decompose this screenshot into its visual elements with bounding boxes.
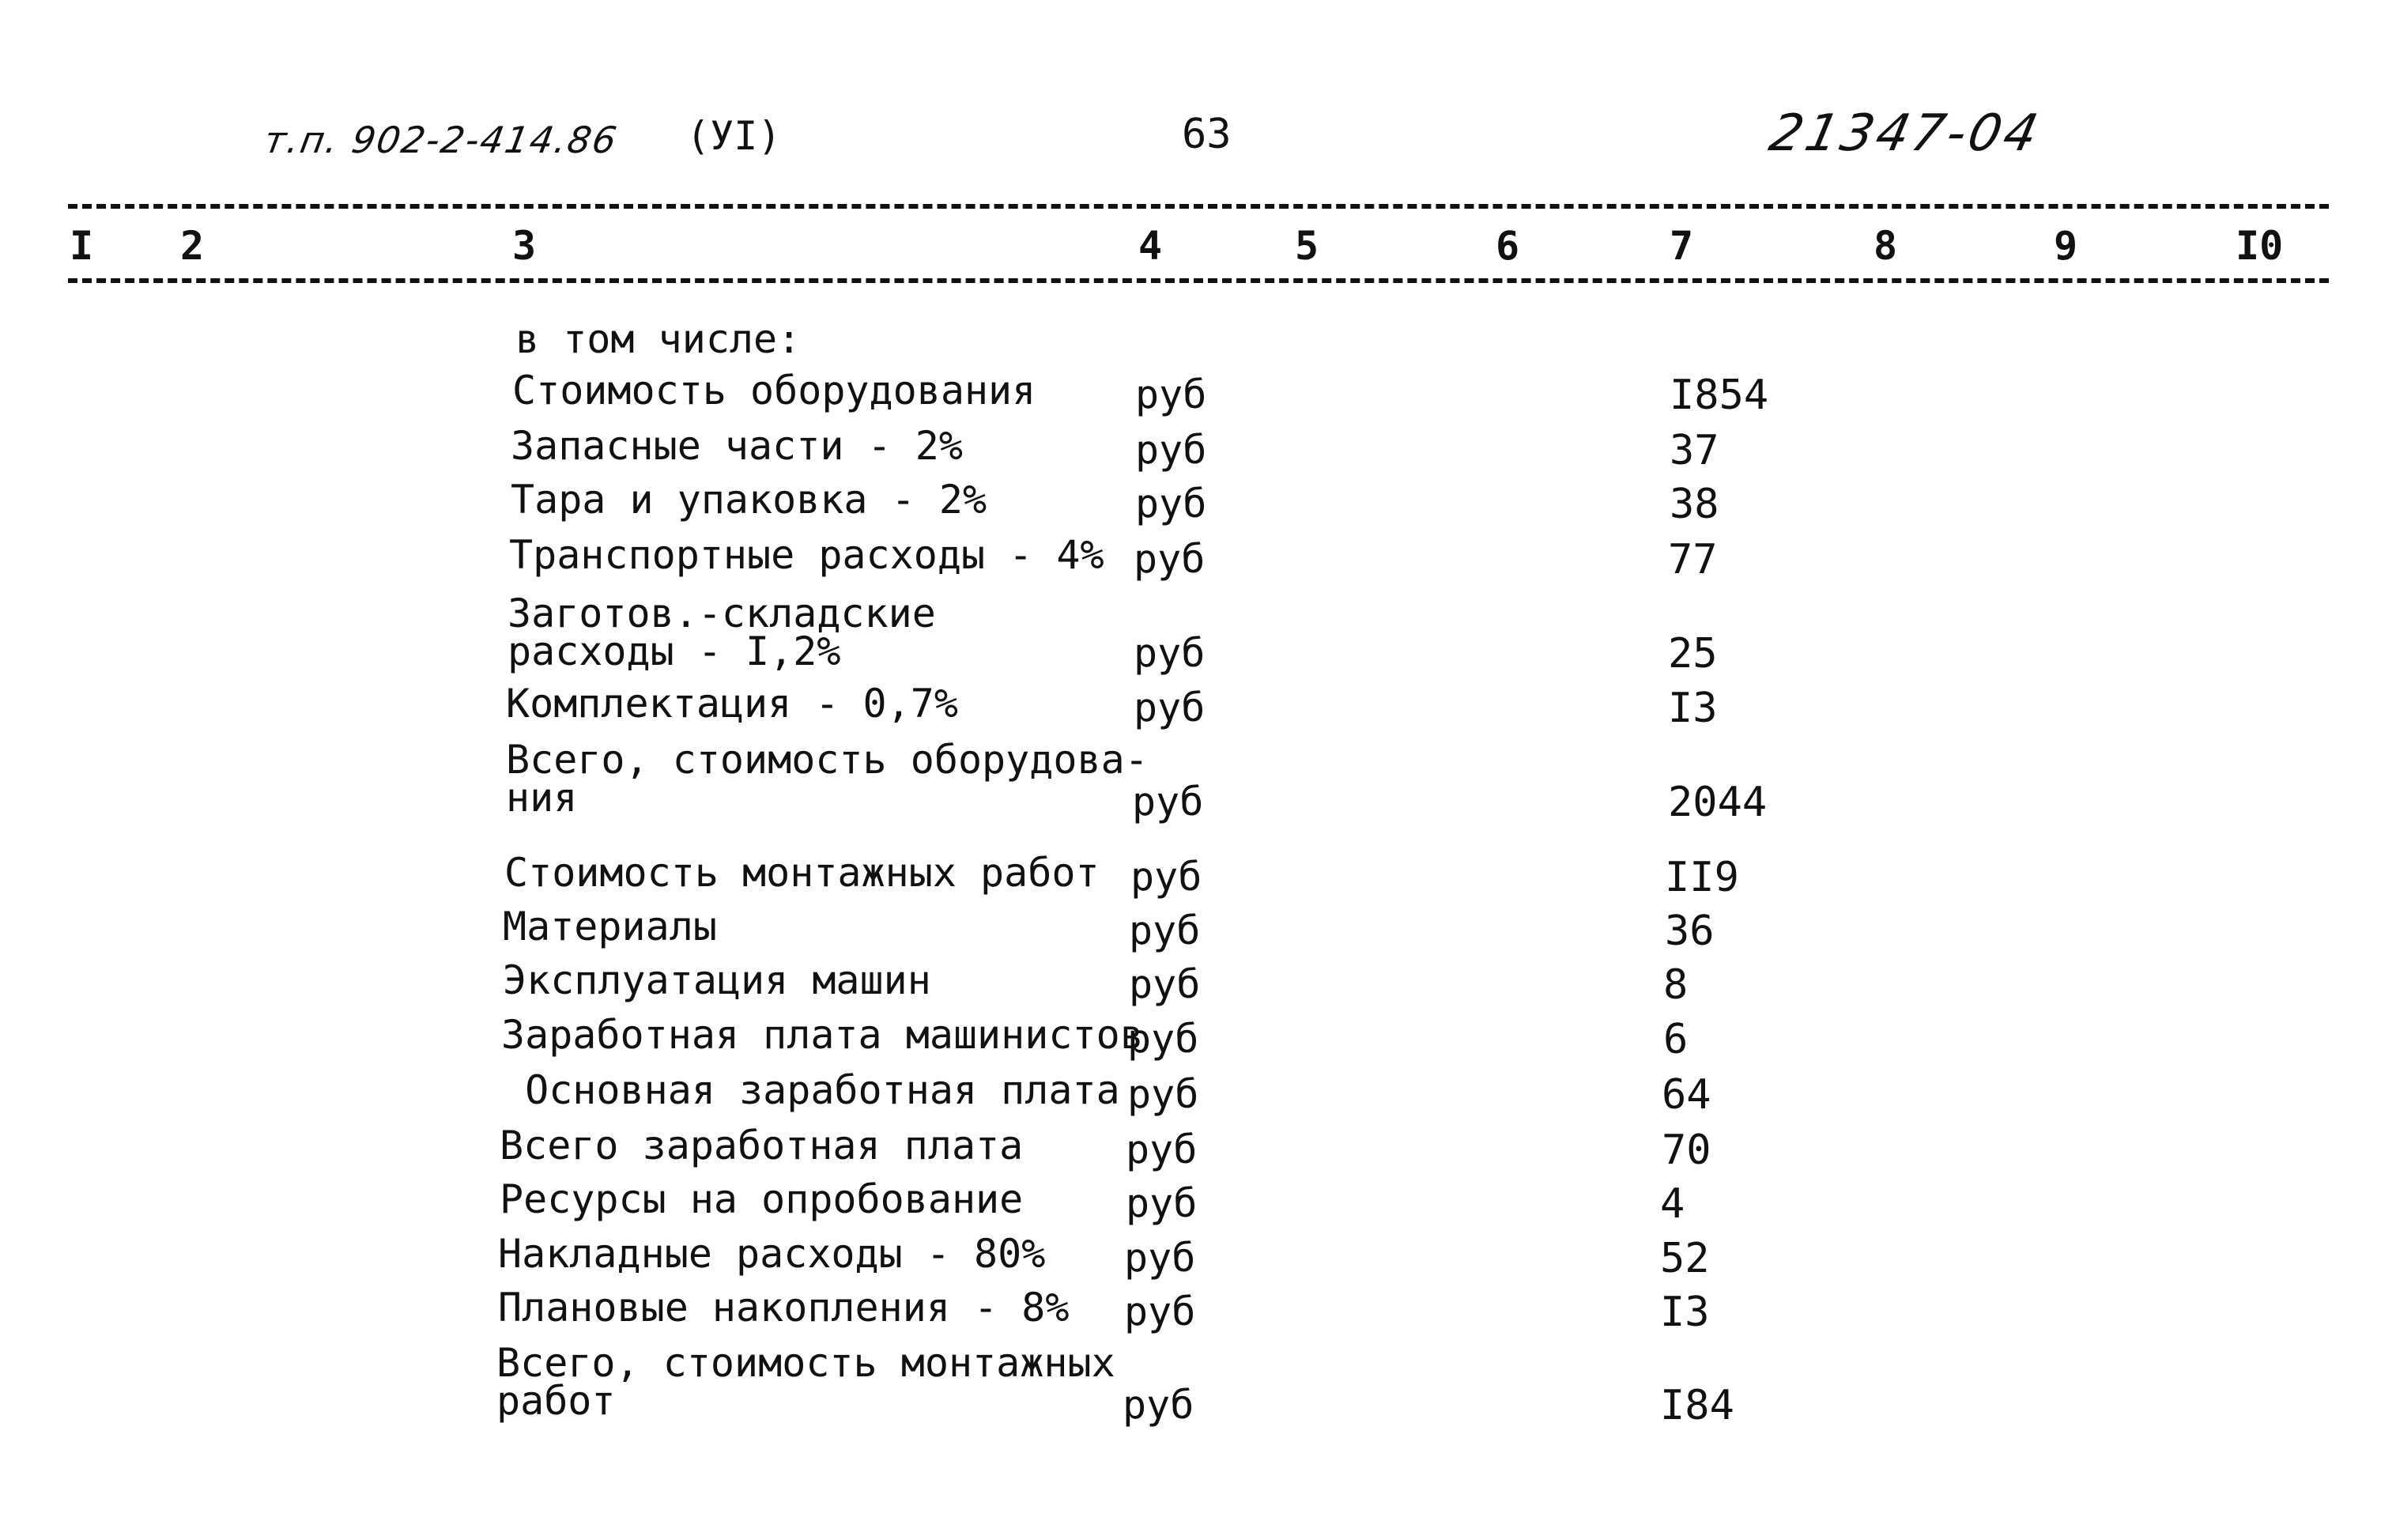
- row-name: Всего, стоимость оборудова- ния: [506, 737, 1149, 821]
- row-name: Всего заработная плата: [500, 1123, 1024, 1168]
- column-number: 2: [180, 223, 205, 269]
- row-name: Запасные части - 2%: [511, 423, 963, 469]
- row-value: I3: [1660, 1289, 1710, 1336]
- row-unit: руб: [1135, 481, 1207, 527]
- row-value: II9: [1665, 854, 1739, 901]
- column-number: 8: [1873, 223, 1898, 269]
- row-value: 77: [1668, 536, 1718, 583]
- row-value: 8: [1663, 961, 1689, 1009]
- row-unit: руб: [1134, 536, 1206, 582]
- document-number: 21347-04: [1764, 104, 2046, 163]
- row-unit: руб: [1130, 854, 1202, 900]
- row-name: Транспортные расходы - 4%: [509, 532, 1104, 578]
- intro-label: в том числе:: [515, 316, 802, 362]
- column-number: I0: [2236, 223, 2284, 269]
- row-unit: руб: [1126, 1180, 1198, 1226]
- column-number: 9: [2054, 223, 2078, 269]
- row-name: Основная заработная плата: [501, 1067, 1120, 1113]
- row-unit: руб: [1126, 1127, 1198, 1172]
- row-name: Всего, стоимость монтажных работ: [496, 1340, 1115, 1424]
- column-number: 6: [1496, 223, 1520, 269]
- row-unit: руб: [1124, 1235, 1196, 1281]
- row-value: 70: [1662, 1127, 1711, 1174]
- row-unit: руб: [1123, 1382, 1194, 1428]
- project-code: т.п. 902-2-414.86: [261, 119, 621, 161]
- column-number: 3: [512, 223, 537, 269]
- row-value: 6: [1663, 1016, 1689, 1063]
- column-number: I: [70, 223, 94, 269]
- section-label: (УI): [686, 113, 782, 159]
- row-unit: руб: [1134, 685, 1206, 730]
- column-number: 7: [1670, 223, 1694, 269]
- row-value: 4: [1660, 1180, 1685, 1228]
- header-rule-top: [68, 204, 2329, 209]
- row-value: 37: [1670, 427, 1719, 474]
- row-unit: руб: [1135, 427, 1207, 473]
- row-name: Комплектация - 0,7%: [506, 681, 958, 727]
- row-unit: руб: [1124, 1289, 1196, 1334]
- row-value: 25: [1668, 630, 1718, 678]
- row-name: Эксплуатация машин: [503, 957, 931, 1003]
- row-name: Плановые накопления - 8%: [498, 1285, 1070, 1331]
- row-name: Стоимость монтажных работ: [504, 850, 1100, 896]
- row-unit: руб: [1127, 1016, 1199, 1062]
- row-name: Стоимость оборудования: [512, 368, 1036, 413]
- row-unit: руб: [1127, 1071, 1199, 1117]
- row-value: I854: [1670, 372, 1769, 419]
- row-value: 36: [1665, 908, 1715, 955]
- row-unit: руб: [1135, 372, 1207, 417]
- row-name: Тара и упаковка - 2%: [511, 477, 987, 523]
- row-unit: руб: [1134, 630, 1206, 676]
- row-value: 38: [1670, 481, 1719, 528]
- column-number: 4: [1138, 223, 1163, 269]
- row-unit: руб: [1129, 908, 1201, 953]
- row-name: Ресурсы на опробование: [500, 1176, 1024, 1222]
- row-value: 64: [1662, 1071, 1711, 1119]
- row-name: Заработная плата машинистов: [501, 1012, 1144, 1058]
- page-number: 63: [1182, 111, 1232, 158]
- row-name: Накладные расходы - 80%: [498, 1231, 1046, 1277]
- row-unit: руб: [1129, 961, 1201, 1007]
- row-value: 52: [1660, 1235, 1710, 1282]
- row-value: I3: [1668, 685, 1718, 732]
- column-number: 5: [1295, 223, 1319, 269]
- row-name: Материалы: [503, 904, 717, 949]
- header-rule-bottom: [68, 278, 2329, 283]
- row-value: 2044: [1668, 779, 1768, 826]
- row-value: I84: [1660, 1382, 1734, 1429]
- row-unit: руб: [1132, 779, 1204, 825]
- row-name: Заготов.-складские расходы - I,2%: [508, 591, 936, 674]
